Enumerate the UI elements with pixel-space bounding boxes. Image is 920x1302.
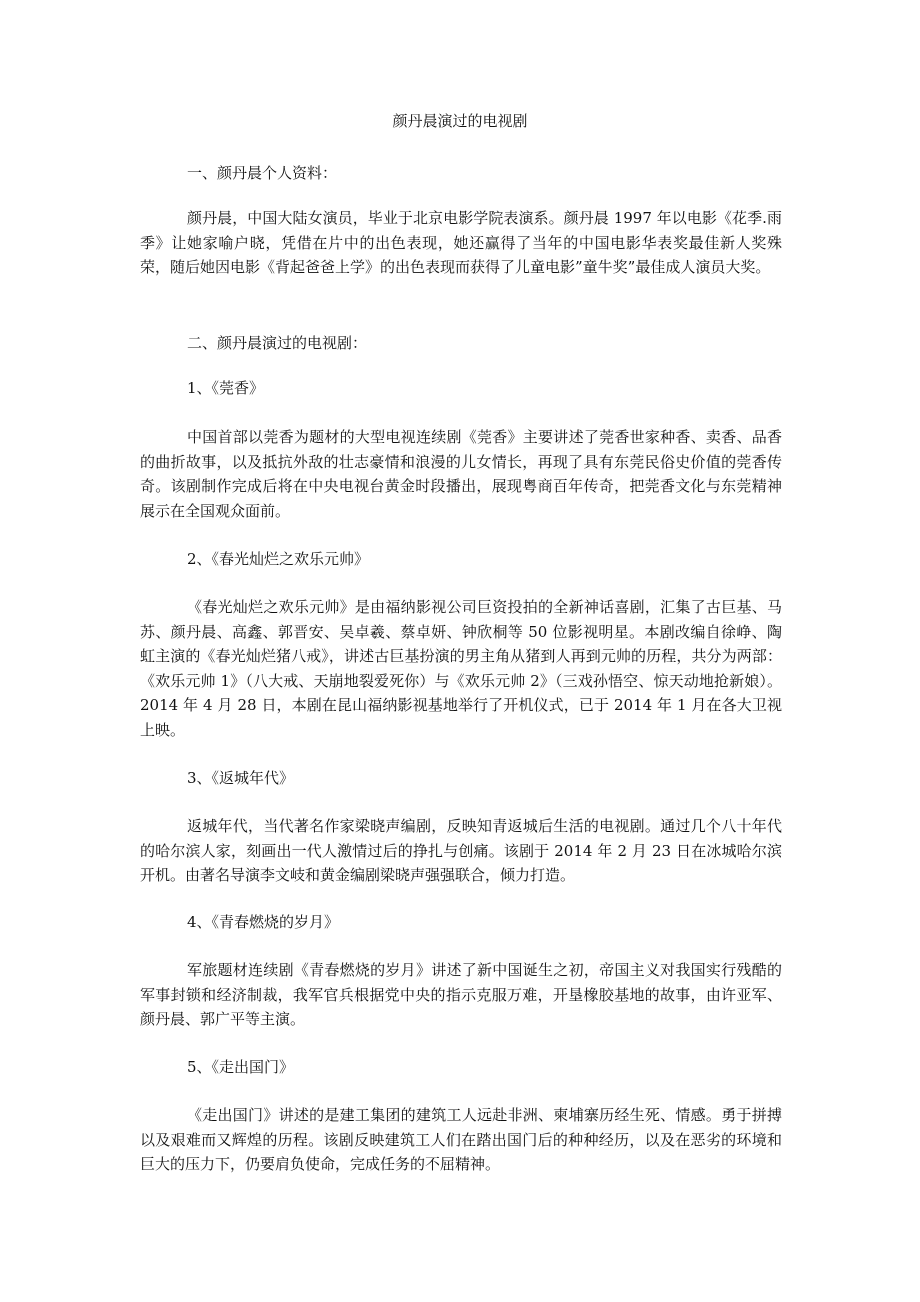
drama-paragraph-3: 返城年代，当代著名作家梁晓声编剧，反映知青返城后生活的电视剧。通过几个八十年代的哈尔滨人家，刻画出一代人激情过后的挣扎与创痛。该剧于 2014 年 2 月 23 日在冰城哈尔滨开机。由著名导演李文岐和黄金编剧梁晓声强强联合，倾力打造。 [140,817,782,885]
drama-paragraph-2: 《春光灿烂之欢乐元帅》是由福纳影视公司巨资投拍的全新神话喜剧，汇集了古巨基、马苏、颜丹晨、高鑫、郭晋安、吴卓羲、蔡卓妍、钟欣桐等 50 位影视明星。本剧改编自徐峥、陶虹主演的《春光灿烂猪八戒》，讲述古巨基扮演的男主角从猪到人再到元帅的历程，共分为两部：《欢乐元帅 1》（八大戒、天崩地裂爱死你）与《欢乐元帅 2》（三戏孙悟空、惊天动地抢新娘）。2014 年 4 月 28 日，本剧在昆山福纳影视基地举行了开机仪式，已于 2014 年 1 月在各大卫视上映。 [140,598,782,739]
section-heading-profile: 一、颜丹晨个人资料： [187,164,338,182]
drama-paragraph-4: 军旅题材连续剧《青春燃烧的岁月》讲述了新中国诞生之初，帝国主义对我国实行残酷的军事封锁和经济制裁，我军官兵根据党中央的指示克服万难，开垦橡胶基地的故事，由许亚军、颜丹晨、郭广平等主演。 [140,961,782,1029]
document-title: 颜丹晨演过的电视剧 [392,112,528,130]
drama-paragraph-5: 《走出国门》讲述的是建工集团的建筑工人远赴非洲、柬埔寨历经生死、情感。勇于拼搏以及艰难而又辉煌的历程。该剧反映建筑工人们在踏出国门后的种种经历，以及在恶劣的环境和巨大的压力下，仍要肩负使命，完成任务的不屈精神。 [140,1106,782,1174]
drama-heading-3: 3、《返城年代》 [187,769,295,787]
drama-heading-5: 5、《走出国门》 [187,1058,295,1076]
profile-paragraph: 颜丹晨，中国大陆女演员，毕业于北京电影学院表演系。颜丹晨 1997 年以电影《花季.雨季》让她家喻户晓，凭借在片中的出色表现，她还赢得了当年的中国电影华表奖最佳新人奖殊荣，随后她因电影《背起爸爸上学》的出色表现而获得了儿童电影”童牛奖”最佳成人演员大奖。 [140,209,782,277]
drama-heading-4: 4、《青春燃烧的岁月》 [187,913,340,931]
drama-paragraph-1: 中国首部以莞香为题材的大型电视连续剧《莞香》主要讲述了莞香世家种香、卖香、品香的曲折故事，以及抵抗外敌的壮志豪情和浪漫的儿女情长，再现了具有东莞民俗史价值的莞香传奇。该剧制作完成后将在中央电视台黄金时段播出，展现粤商百年传奇，把莞香文化与东莞精神展示在全国观众面前。 [140,428,782,520]
section-heading-dramas: 二、颜丹晨演过的电视剧： [187,334,368,352]
drama-heading-1: 1、《莞香》 [187,379,265,397]
drama-heading-2: 2、《春光灿烂之欢乐元帅》 [187,550,370,568]
